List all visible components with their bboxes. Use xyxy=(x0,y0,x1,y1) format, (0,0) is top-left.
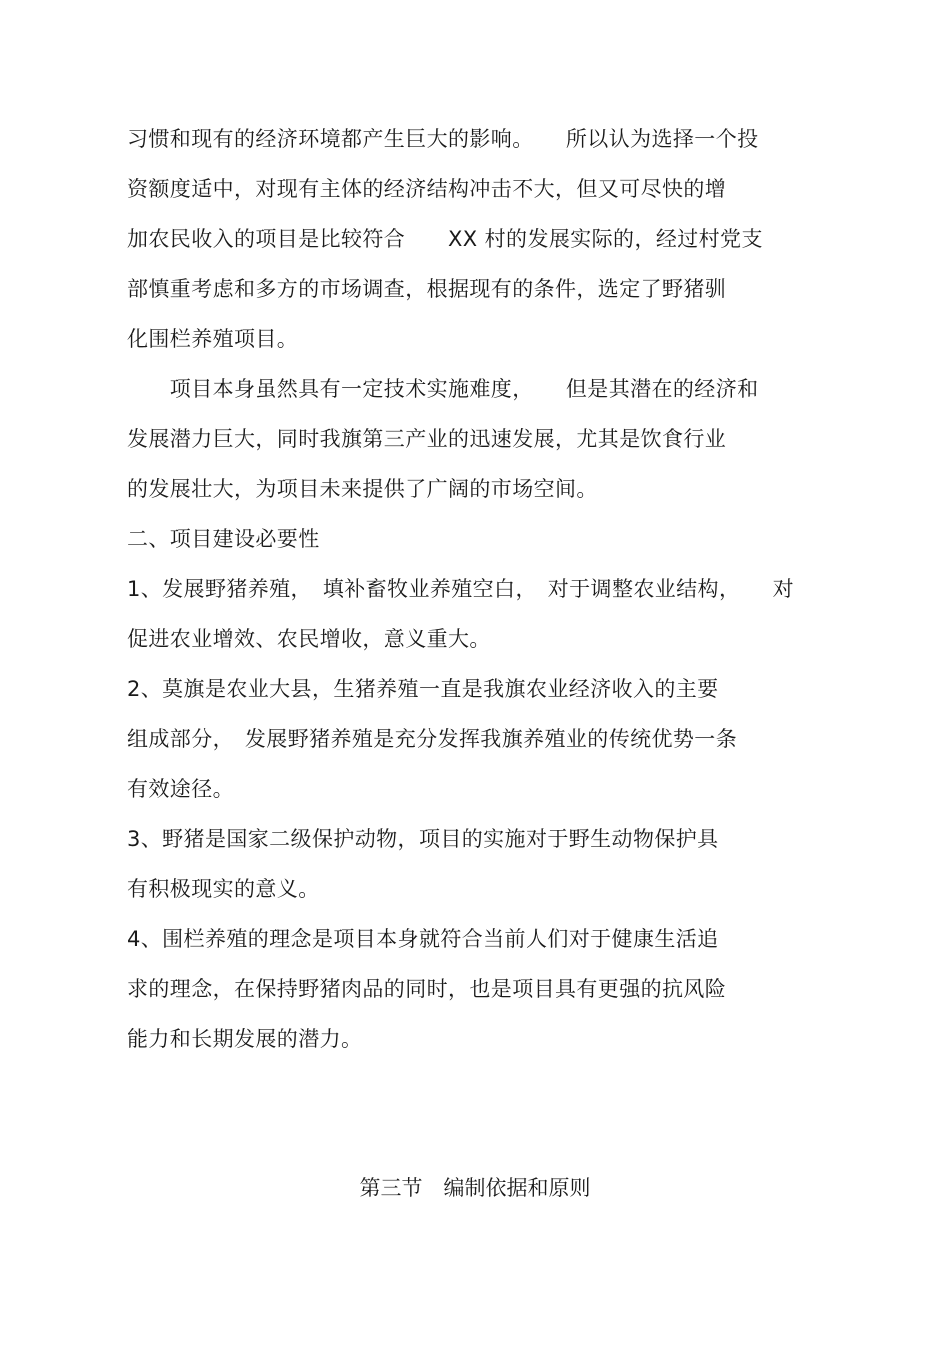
text-line-3: 加农民收入的项目是比较符合 XX 村的发展实际的，经过村党支 xyxy=(127,227,763,251)
text-line-17: 4、围栏养殖的理念是项目本身就符合当前人们对于健康生活追 xyxy=(127,927,719,951)
text-line-1: 习惯和现有的经济环境都产生巨大的影响。 所以认为选择一个投 xyxy=(127,127,759,151)
text-line-4: 部慎重考虑和多方的市场调查，根据现有的条件，选定了野猪驯 xyxy=(127,277,727,301)
text-line-11: 促进农业增效、农民增收，意义重大。 xyxy=(127,627,491,651)
text-line-14: 有效途径。 xyxy=(127,777,234,801)
text-line-5: 化围栏养殖项目。 xyxy=(127,327,299,351)
text-line-13: 组成部分， 发展野猪养殖是充分发挥我旗养殖业的传统优势一条 xyxy=(127,727,738,751)
text-line-6: 项目本身虽然具有一定技术实施难度， 但是其潜在的经济和 xyxy=(127,377,759,401)
text-line-15: 3、野猪是国家二级保护动物，项目的实施对于野生动物保护具 xyxy=(127,827,719,851)
text-line-19: 能力和长期发展的潜力。 xyxy=(127,1027,363,1051)
text-line-16: 有积极现实的意义。 xyxy=(127,877,320,901)
text-line-8: 的发展壮大，为项目未来提供了广阔的市场空间。 xyxy=(127,477,598,501)
text-line-7: 发展潜力巨大，同时我旗第三产业的迅速发展，尤其是饮食行业 xyxy=(127,427,727,451)
text-line-10: 1、发展野猪养殖， 填补畜牧业养殖空白， 对于调整农业结构， 对 xyxy=(127,577,795,601)
text-line-2: 资额度适中，对现有主体的经济结构冲击不大，但又可尽快的增 xyxy=(127,177,727,201)
section-title: 第三节 编制依据和原则 xyxy=(359,1176,591,1200)
text-line-12: 2、莫旗是农业大县，生猪养殖一直是我旗农业经济收入的主要 xyxy=(127,677,719,701)
text-line-18: 求的理念，在保持野猪肉品的同时，也是项目具有更强的抗风险 xyxy=(127,977,727,1001)
section-heading: 二、项目建设必要性 xyxy=(127,527,320,551)
